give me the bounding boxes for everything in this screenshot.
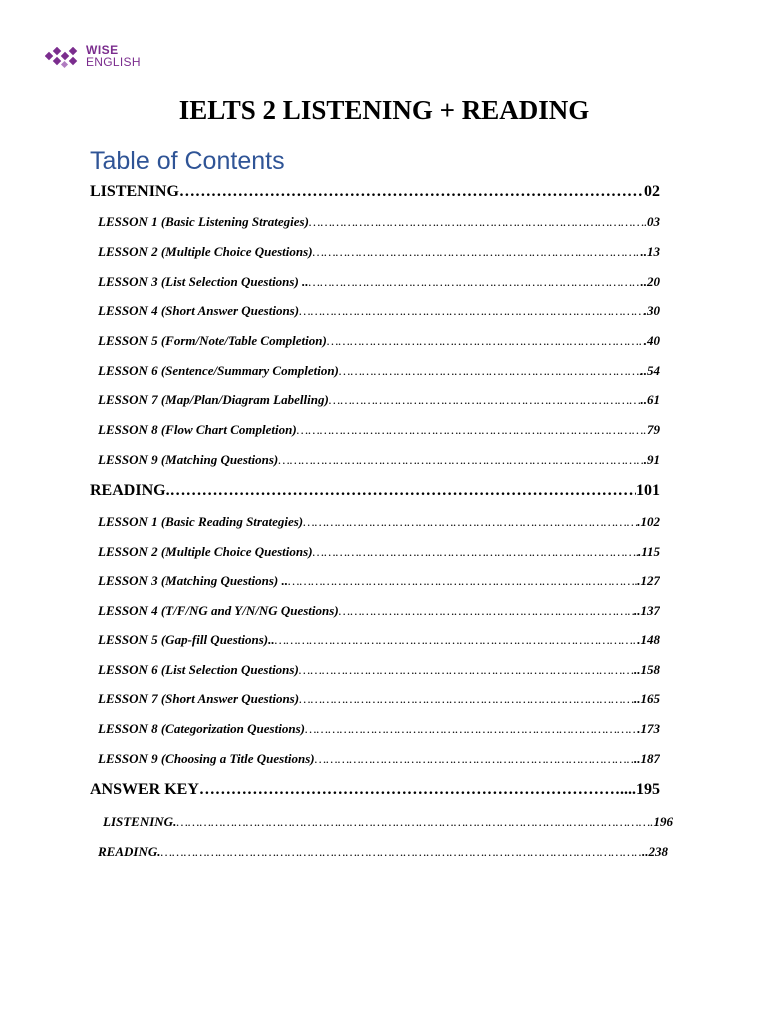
- toc-heading: Table of Contents: [90, 147, 285, 175]
- toc-entry-label: LESSON 1 (Basic Reading Strategies): [98, 514, 304, 529]
- toc-reading-lesson-9[interactable]: [98, 749, 660, 769]
- toc-page-number: .148: [637, 632, 660, 647]
- toc-leader-dots: [329, 390, 641, 410]
- toc-leader-dots: [278, 450, 644, 470]
- toc-entry-label: LISTENING: [90, 183, 179, 200]
- toc-entry-label: LESSON 4 (Short Answer Questions): [98, 303, 300, 318]
- wise-english-logo: [45, 45, 155, 71]
- toc-entry-label: READING.: [98, 844, 161, 859]
- toc-page-number: ....195: [620, 781, 660, 798]
- toc-page-number: .91: [643, 452, 660, 467]
- toc-leader-dots: [299, 689, 634, 709]
- toc-page-number: ..61: [640, 392, 660, 407]
- toc-entry-label: LESSON 5 (Form/Note/Table Completion): [98, 333, 327, 348]
- toc-entry-label: ANSWER KEY: [90, 781, 199, 798]
- toc-entry-label: LESSON 9 (Matching Questions): [98, 452, 279, 467]
- toc-entry-label: READING.: [90, 482, 170, 499]
- toc-listening-lesson-9[interactable]: [98, 450, 660, 470]
- toc-leader-dots: [299, 660, 634, 680]
- toc-page-number: .102: [637, 514, 660, 529]
- toc-listening-lesson-2[interactable]: [98, 242, 660, 262]
- toc-reading-lesson-6[interactable]: [98, 660, 660, 680]
- toc-listening-lesson-6[interactable]: [98, 361, 660, 381]
- toc-page-number: 196: [653, 814, 673, 829]
- document-title: IELTS 2 LISTENING + READING: [178, 95, 590, 125]
- toc-entry-label: LESSON 9 (Choosing a Title Questions): [98, 751, 315, 766]
- toc-listening-lesson-8[interactable]: [98, 420, 660, 440]
- toc-leader-dots: [288, 571, 637, 591]
- toc-leader-dots: [309, 212, 647, 232]
- toc-reading-lesson-5[interactable]: [98, 630, 660, 650]
- toc-page-number: ..13: [640, 244, 660, 259]
- toc-leader-dots: [309, 272, 641, 292]
- toc-entry-label: LESSON 7 (Map/Plan/Diagram Labelling): [98, 392, 329, 407]
- toc-reading-lesson-7[interactable]: [98, 689, 660, 709]
- toc-page-number: .173: [637, 721, 660, 736]
- toc-leader-dots: [313, 542, 638, 562]
- toc-page-number: .127: [637, 573, 660, 588]
- toc-leader-dots: [179, 181, 644, 203]
- toc-entry-label: LESSON 8 (Categorization Questions): [98, 721, 305, 736]
- toc-page-number: 03: [647, 214, 660, 229]
- toc-page-number: .30: [643, 303, 660, 318]
- toc-entry-label: LESSON 6 (List Selection Questions): [98, 662, 299, 677]
- logo-wordmark-bottom: ENGLISH: [86, 55, 141, 69]
- toc-leader-dots: [297, 420, 647, 440]
- toc-entry-label: LISTENING.: [103, 814, 177, 829]
- toc-listening-lesson-5[interactable]: [98, 331, 660, 351]
- toc-entry-label: LESSON 3 (List Selection Questions) ..: [98, 274, 309, 289]
- toc-page-number: ..20: [640, 274, 660, 289]
- toc-page-number: 79: [647, 422, 660, 437]
- toc-entry-label: LESSON 8 (Flow Chart Completion): [98, 422, 297, 437]
- toc-answer-key-listening[interactable]: [103, 812, 673, 832]
- toc-page-number: ..238: [642, 844, 668, 859]
- logo-wordmark-top: WISE: [86, 43, 119, 57]
- toc-leader-dots: [199, 779, 620, 801]
- toc-leader-dots: [313, 242, 641, 262]
- toc-entry-label: LESSON 2 (Multiple Choice Questions): [98, 244, 313, 259]
- toc-page-number: 02: [644, 183, 660, 200]
- toc-leader-dots: [327, 331, 644, 351]
- toc-leader-dots: [176, 812, 653, 832]
- toc-leader-dots: [170, 480, 636, 502]
- toc-leader-dots: [161, 842, 643, 862]
- toc-listening-lesson-4[interactable]: [98, 301, 660, 321]
- toc-section-listening[interactable]: [90, 181, 660, 203]
- toc-leader-dots: [305, 719, 637, 739]
- toc-entry-label: LESSON 1 (Basic Listening Strategies): [98, 214, 309, 229]
- toc-leader-dots: [299, 301, 644, 321]
- toc-page-number: 101: [636, 482, 660, 499]
- toc-section-reading[interactable]: [90, 480, 660, 502]
- logo-checker-icon: [45, 47, 83, 69]
- toc-reading-lesson-1[interactable]: [98, 512, 660, 532]
- toc-leader-dots: [275, 630, 638, 650]
- toc-reading-lesson-4[interactable]: [98, 601, 660, 621]
- toc-leader-dots: [303, 512, 637, 532]
- toc-page-number: ..158: [634, 662, 660, 677]
- toc-page-number: .115: [637, 544, 660, 559]
- toc-page-number: ..165: [634, 691, 660, 706]
- toc-reading-lesson-3[interactable]: [98, 571, 660, 591]
- toc-listening-lesson-7[interactable]: [98, 390, 660, 410]
- toc-listening-lesson-3[interactable]: [98, 272, 660, 292]
- toc-entry-label: LESSON 7 (Short Answer Questions): [98, 691, 300, 706]
- toc-section-answer-key[interactable]: [90, 779, 660, 801]
- toc-entry-label: LESSON 4 (T/F/NG and Y/N/NG Questions): [98, 603, 339, 618]
- toc-entry-label: LESSON 3 (Matching Questions) ..: [98, 573, 288, 588]
- toc-page-number: ..137: [634, 603, 660, 618]
- toc-leader-dots: [339, 601, 634, 621]
- toc-reading-lesson-2[interactable]: [98, 542, 660, 562]
- toc-listening-lesson-1[interactable]: [98, 212, 660, 232]
- toc-page-number: ..187: [634, 751, 660, 766]
- toc-page-number: .40: [643, 333, 660, 348]
- toc-entry-label: LESSON 6 (Sentence/Summary Completion): [98, 363, 339, 378]
- toc-answer-key-reading[interactable]: [98, 842, 668, 862]
- toc-leader-dots: [315, 749, 634, 769]
- toc-entry-label: LESSON 2 (Multiple Choice Questions): [98, 544, 313, 559]
- toc-page-number: ..54: [640, 363, 660, 378]
- toc-reading-lesson-8[interactable]: [98, 719, 660, 739]
- toc-entry-label: LESSON 5 (Gap-fill Questions)..: [98, 632, 275, 647]
- toc-leader-dots: [339, 361, 641, 381]
